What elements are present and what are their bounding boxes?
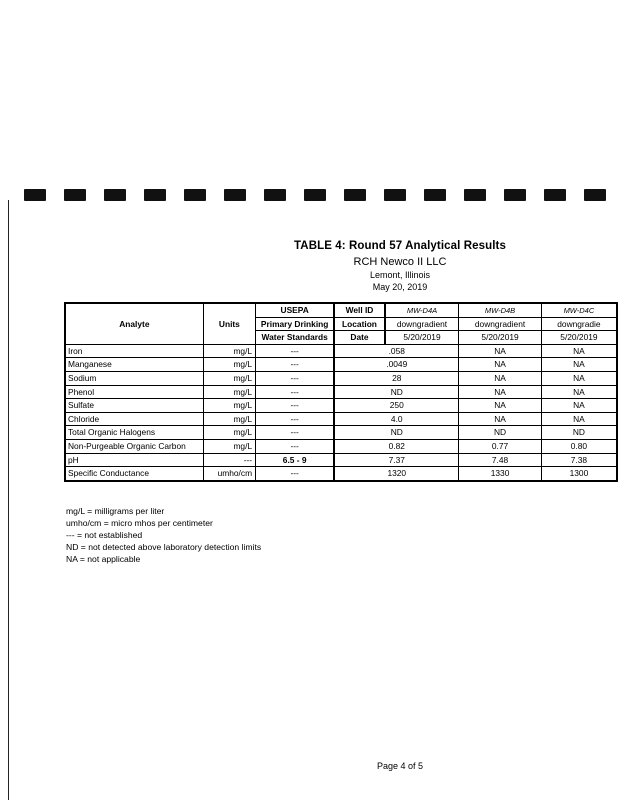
analyte-name: Specific Conductance	[65, 467, 203, 481]
result-value: 0.82	[334, 439, 459, 453]
analyte-name: pH	[65, 453, 203, 467]
result-value: .058	[334, 344, 459, 358]
table-row	[65, 399, 617, 413]
page-edge-line	[8, 200, 9, 800]
result-value: NA	[459, 385, 542, 399]
result-value: NA	[541, 358, 617, 372]
table-row	[65, 412, 617, 426]
result-value: .0049	[334, 358, 459, 372]
analyte-name: Chloride	[65, 412, 203, 426]
result-value: 7.37	[334, 453, 459, 467]
table-row	[65, 439, 617, 453]
analyte-units: mg/L	[203, 344, 255, 358]
note-line: --- = not established	[66, 530, 143, 540]
analyte-units: mg/L	[203, 399, 255, 413]
result-value: ND	[334, 426, 459, 440]
analyte-units: mg/L	[203, 371, 255, 385]
result-value: 1300	[541, 467, 617, 481]
result-value: ND	[459, 426, 542, 440]
result-value: NA	[541, 371, 617, 385]
result-value: 1320	[334, 467, 459, 481]
analyte-units: mg/L	[203, 358, 255, 372]
table-row	[65, 426, 617, 440]
result-value: 4.0	[334, 412, 459, 426]
table-row	[65, 467, 617, 481]
company-name: RCH Newco II LLC	[353, 256, 447, 268]
standard-header-3: Water Standards	[256, 331, 335, 345]
analyte-name: Sulfate	[65, 399, 203, 413]
result-value: 7.38	[541, 453, 617, 467]
units-header: Units	[203, 303, 255, 344]
analyte-standard: ---	[256, 344, 335, 358]
note-line: NA = not applicable	[66, 554, 141, 564]
table-title: TABLE 4: Round 57 Analytical Results	[294, 240, 506, 252]
analyte-standard: ---	[256, 412, 335, 426]
analyte-standard: ---	[256, 439, 335, 453]
well-location-3: downgradie	[541, 317, 617, 331]
analyte-units: mg/L	[203, 385, 255, 399]
result-value: 0.80	[541, 439, 617, 453]
analyte-units: mg/L	[203, 426, 255, 440]
analyte-units: ---	[203, 453, 255, 467]
analyte-standard: ---	[256, 426, 335, 440]
analyte-standard: 6.5 - 9	[256, 453, 335, 467]
result-value: 7.48	[459, 453, 542, 467]
result-value: NA	[459, 344, 542, 358]
result-value: NA	[541, 399, 617, 413]
analyte-standard: ---	[256, 371, 335, 385]
table-row	[65, 385, 617, 399]
analyte-units: mg/L	[203, 439, 255, 453]
analyte-units: umho/cm	[203, 467, 255, 481]
table-row	[65, 358, 617, 372]
well-id-label: Well ID	[334, 303, 384, 317]
result-value: 1330	[459, 467, 542, 481]
table-row	[65, 371, 617, 385]
standard-header-1: USEPA	[256, 303, 335, 317]
result-value: NA	[459, 371, 542, 385]
report-date: May 20, 2019	[372, 282, 428, 292]
analyte-name: Non-Purgeable Organic Carbon	[65, 439, 203, 453]
analyte-name: Manganese	[65, 358, 203, 372]
table-row	[65, 344, 617, 358]
standard-header-2: Primary Drinking	[256, 317, 335, 331]
analyte-standard: ---	[256, 467, 335, 481]
analyte-name: Iron	[65, 344, 203, 358]
result-value: NA	[541, 344, 617, 358]
note-line: umho/cm = micro mhos per centimeter	[66, 518, 213, 528]
well-id-1: MW-D4A	[385, 303, 459, 317]
analyte-standard: ---	[256, 399, 335, 413]
date-label: Date	[334, 331, 384, 345]
page-number: Page 4 of 5	[376, 761, 424, 771]
analyte-standard: ---	[256, 385, 335, 399]
result-value: NA	[459, 399, 542, 413]
well-date-1: 5/20/2019	[385, 331, 459, 345]
well-id-2: MW-D4B	[459, 303, 542, 317]
table-notes	[66, 505, 261, 565]
result-value: ND	[541, 426, 617, 440]
results-table	[64, 302, 618, 482]
location-label: Location	[334, 317, 384, 331]
result-value: NA	[541, 412, 617, 426]
result-value: 0.77	[459, 439, 542, 453]
result-value: ND	[334, 385, 459, 399]
result-value: 250	[334, 399, 459, 413]
well-date-3: 5/20/2019	[541, 331, 617, 345]
well-id-3: MW-D4C	[541, 303, 617, 317]
result-value: 28	[334, 371, 459, 385]
result-value: NA	[541, 385, 617, 399]
analyte-name: Total Organic Halogens	[65, 426, 203, 440]
well-date-2: 5/20/2019	[459, 331, 542, 345]
analyte-units: mg/L	[203, 412, 255, 426]
result-value: NA	[459, 358, 542, 372]
perforation-line	[22, 189, 618, 203]
table-row	[65, 453, 617, 467]
location-text: Lemont, Illinois	[369, 270, 431, 280]
well-location-1: downgradient	[385, 317, 459, 331]
analyte-name: Phenol	[65, 385, 203, 399]
result-value: NA	[459, 412, 542, 426]
note-line: mg/L = milligrams per liter	[66, 506, 165, 516]
analyte-header: Analyte	[65, 303, 203, 344]
note-line: ND = not detected above laboratory detection limits	[66, 542, 262, 552]
analyte-standard: ---	[256, 358, 335, 372]
analyte-name: Sodium	[65, 371, 203, 385]
well-location-2: downgradient	[459, 317, 542, 331]
